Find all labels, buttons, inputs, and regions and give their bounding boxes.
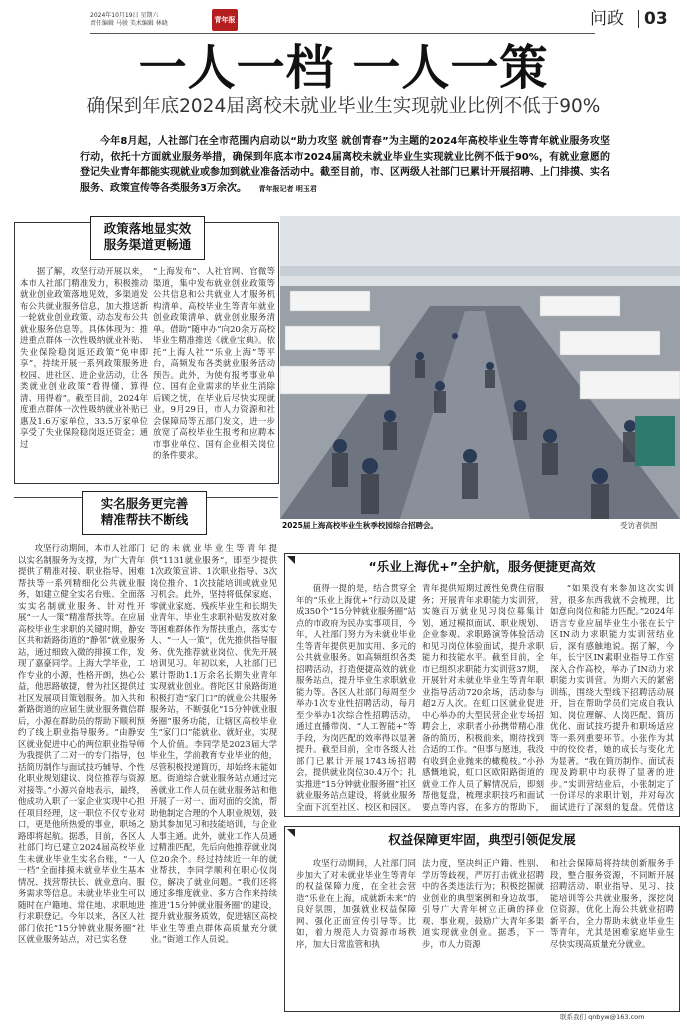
section4-box — [284, 826, 680, 1012]
job-fair-illustration — [280, 216, 680, 519]
section2-col2-text: 记的未就业毕业生等青年提供“1131就业服务”，即至少提供1次政策宣讲、1次职业指导、3次岗位推介、1次技能培训或就业见习机会。此外，坚持将低保家庭、零就业家庭、残疾毕业生和长期失业青年、毕业生求职补贴发放对象等困难群体作为帮扶重点，落实专人、“一人一策”，优先推供指导服务、优先推荐就业岗位、优先开展培训见习。年初以来，人社部门已累计帮助1.1万余名长期失业青年实现就业创业。普陀区甘泉路街道积极打造“家门口”的就业公共服务服务站，不断强化“15分钟就业服务圈”服务功能，让辖区高校毕业生“家门口”能就业、就好业，实现个人价值。李同学是2023届大学毕业生，学前教育专业毕业的他，尽管积极投递简历，却始终未能如愿。街道综合就业服务站点通过完善就业工作人员在就业服务站和他开展了一对一、面对面的交流，帮助他制定合理的个人职业规划，鼓励其参加见习和技能培训，与企业人事主通。此外，就业工作人员通过精准匹配，先后向他推荐就业岗位20余个。经过持续近一年的就业帮扶，李同学顺利在职心仪岗位，解决了就业问题。“我们还将通过多维度就业、多方合作来持续推进‘15分钟就业服务圈’的建设，提升就业服务质效，促进辖区高校毕业生等重点群体高质量充分就业。”街道工作人员说。 — [150, 543, 277, 944]
section2-col1 — [18, 543, 145, 1011]
logo-text: 青年报 — [214, 16, 236, 24]
section1-col1 — [20, 266, 148, 480]
section3-col2 — [422, 583, 544, 813]
section4-title: 权益保障更牢固，典型引领促发展 — [388, 832, 576, 847]
footer-contact: 联系我们 qnbyw@163.com — [560, 1013, 645, 1021]
headline-main: 一人一档 一人一策 — [138, 40, 549, 96]
section4-col3-text: 和社会保障局将持续创新服务手段，整合服务资源，不同断开展招聘活动、职业指导、见习、技能培训等公共就业服务，深挖岗位资源，优化上海公共就业招聘新平台，全力帮助未就业毕业生等青年，尤其是困难家庭毕业生尽快实现高质量充分就业。 — [550, 858, 674, 949]
section-label: 问政 — [590, 9, 624, 29]
section-divider — [638, 10, 639, 28]
section3-col3-text: “如果没有来参加这次实训营，很多东西我就不会梳理，比如意向岗位和能力匹配。”2024年语言专业应届毕业生小张在长宁区IN动力求职能力实训营结业后，深有感触地说。据了解，今年，长宁区IN素职业指导工作室深入合作高校，举办了IN动力求职能力实训营。为期六天的紧密训练，围绕大型线下招聘活动展开，旨在帮助学员们完成自我认知、岗位理解、人岗匹配、简历优化、面试技巧提升和职场适应等一系列重要环节。小张作为其中的佼佼者，她的成长与变化尤为显著。“我在简历制作、面试表现及跨职中均获得了显著的进步。”实训营结业后，小张制定了一份详尽的求职计划，并对每次面试进行了深刻的复盘。凭借这 — [550, 583, 674, 812]
job-fair-photo — [280, 216, 680, 519]
section3-col1-text: 值得一提的是，结合贯穿全年的“乐业上海优+”行动以及建成350个“15分钟就业服务圈”站点的市政府为民办实事项目，今年，人社部门努力为未就业毕业生等青年提供更加实用、多元的公共就业服务。如高频组织各类招聘活动，打造便捷高效的就业服务站点，提升毕业生求职就业能力等。各区人社部门每周至少举办1次专业性招聘活动，每月至少举办1次综合性招聘活动，通过直播带岗、“人工智能+”等手段，为岗匹配的效率得以显著提升。截至目前，全市各级人社部门已累计开展1743场招聘会，提供就业岗位30.4万个；扎实推进“15分钟就业服务圈”社区就业服务站点建设，将就业服务全面下沉至社区、校区和园区。 — [296, 583, 416, 812]
section3-box — [284, 553, 680, 817]
section2-title-line1: 实名服务更完善 — [100, 496, 189, 511]
lead-text: 今年8月起，人社部门在全市范围内启动以“助力攻坚 就创青春”为主题的2024年高校毕业生等青年就业服务攻坚行动，依托十方面就业服务举措，确保到年底本市2024届离校未就业毕业生实现就业比例不低于90%，有就业意愿的登记失业青年都能实现就业或参加到就业准备活动中。截至目前，市、区两级人社部门已累计开展招聘、上门排摸、实名服务、政策宣传等各类服务3万余次。 — [80, 136, 610, 194]
page-number: 03 — [644, 9, 668, 29]
section2-title — [82, 491, 207, 535]
newspaper-logo — [212, 9, 238, 31]
headline-sub: 确保到年底2024届离校未就业毕业生实现就业比例不低于90% — [86, 96, 601, 117]
editor-credit: 责任编辑 马骏 美术编辑 林晓 — [90, 20, 168, 27]
section2-title-line2: 精准帮扶不断线 — [100, 512, 189, 527]
section3-col1 — [296, 583, 416, 813]
section2-box — [14, 491, 278, 1013]
issue-date: 2024年10月19日 星期六 — [90, 12, 159, 19]
lead-paragraph — [80, 134, 610, 206]
section2-col1-text: 攻坚行动期间，本市人社部门以实名制服务为支撑，为广大青年提供了精准对接、职业指导、困难帮扶等一系列精细化公共就业服务，如建立健全实名台账、全面落实实名制就业服务、针对性开展“一人一策”精准帮扶等。在应届高校毕业生求职的关键时期，静安区共和新路街道的“静邻”就业服务站，通过细致入微的排摸工作，发现了嘉豪同学。上海大学毕业，工作专业的小源，性格开朗，热心公益，他思路敏捷，曾为社区提供过社区发展项目策划服务。加入共和新路街道的应届生就业服务微信群后，小源在群助员的帮助下顺利预约了线上职业指导服务。“由静安区就业促进中心的两位职业指导师为我提供了二对一的专门指导，包括简历制作与面试技巧辅导、个性化职业规划建议、岗位推荐与资源对接等。”小源兴奋地表示，最终，他成功入职了一家企业实现中心担任项目经理，这一职位不仅专业对口，更是他所热爱的事业，职场之路即将起航。据悉，目前，各区人社部门均已建立2024届高校毕业生未就业毕业生实名台账，“一人一档”全面排摸未就业毕业生基本情况、找营帮扶长、就业意向、服务需求等信息。未就业毕业生可以随时在户籍地、常住地、求职地进行求职登记。今年以来，各区人社部门依托“15分钟就业服务圈”社区就业服务站点，对已实名登 — [18, 543, 145, 944]
section3-col3 — [550, 583, 674, 813]
masthead — [0, 0, 687, 40]
section4-col1-text: 攻坚行动期间，人社部门同步加大了对未就业毕业生等青年的权益保障力度，在全社会营造“乐业在上海，成就新未来”的良好氛围，加强就业权益保障网、强化正面宣传引导等。比如，着力规范人力资源市场秩序，加大日常监管和执 — [296, 858, 416, 949]
section2-col2 — [150, 543, 277, 1011]
section1-box — [14, 222, 279, 484]
section1-title-line1: 政策落地显实效 — [103, 221, 192, 236]
section1-title-line2: 服务渠道更畅通 — [103, 237, 192, 252]
section3-title: “乐业上海优+”全护航，服务便捷更高效 — [368, 559, 596, 574]
section4-col3 — [550, 858, 674, 1008]
section1-col2-text: “上海发布”、人社官网、官微等渠道，集中发布就业创业政策等公共信息和公共就业人才服务机构清单、高校毕业生等青年就业创业政策清单、就业创业服务清单。借助“随申办”向20余万高校毕业生精准推送《就业宝典》。依托“上海人社”“乐业上海”等平台，高频发布各类就业服务活动预告。此外，为使有报考事业单位、国有企业需求的毕业生消除后顾之忧，在毕业后尽快实现就业，9月29日，市人力资源和社会保障局等五部门发文，进一步放宽了高校毕业生报考和应聘本市事业单位、国有企业相关岗位的条件要求。 — [153, 266, 275, 460]
byline: 青年报记者 明玉君 — [258, 184, 317, 193]
section1-title — [90, 216, 205, 260]
section4-col1 — [296, 858, 416, 1008]
section3-col2-text: 青年提供短期过渡性免费住宿服务；开展青年求职能力实训营，实施百万就业见习岗位募集计划，通过模拟面试、职业规划、企业参观、求职路演等体验活动和见习岗位体验面试，提升求职能力和技能水平。截至目前，全市已组织求职能力实训营37期，开展针对未就业毕业生等青年职业指导活动720余场，活动参与超2万人次。在虹口区就业促进中心举办的大型民营企业专场招聘会上，求职者小孙携带精心准备的简历，积极前来，期待找到合适的工作。“但事与愿违，我没有收到企业抛来的橄榄枝。”小孙感慨地说，虹口区欧阳路街道的就业工作人员了解情况后，即刻帮他复盘，梳理求职技巧和面试要点等内容，在多方的帮助下， — [422, 583, 544, 812]
photo-credit: 受访者供图 — [620, 521, 658, 530]
section1-col1-text: 据了解，攻坚行动开展以来，本市人社部门精准发力，积极推动就业创业政策落地见效，多渠道发布公共就业服务信息，加大推送新一轮就业创业政策、动态发布公共就业服务信息等。具体体现为：推进重点群体一次性吸纳就业补贴、失业保险稳岗返还政策“免申即享”，持续开展一系列政策服务进校园、进社区、进企业活动，让各类就业创业政策“看得懂、算得清、用得着”。截至目前，2024年度重点群体一次性吸纳就业补贴已惠及1.6万家单位，33.5万家单位享受了失业保险稳岗返还资金；通过 — [20, 266, 148, 449]
section4-col2-text: 法力度，坚决纠正户籍、性别、学历等歧视，严厉打击就业招聘中的各类违法行为；积极挖掘就业创业的典型案例和身边故事，引导广大青年树立正确的择业观、事业观，鼓励广大青年多渠道实现就业创业。据悉，下一步，市人力资源 — [422, 858, 544, 949]
section1-col2 — [153, 266, 275, 480]
section4-col2 — [422, 858, 544, 1008]
photo-caption: 2025届上海高校毕业生秋季校园综合招聘会。 — [282, 521, 438, 530]
header-rule — [90, 33, 595, 34]
